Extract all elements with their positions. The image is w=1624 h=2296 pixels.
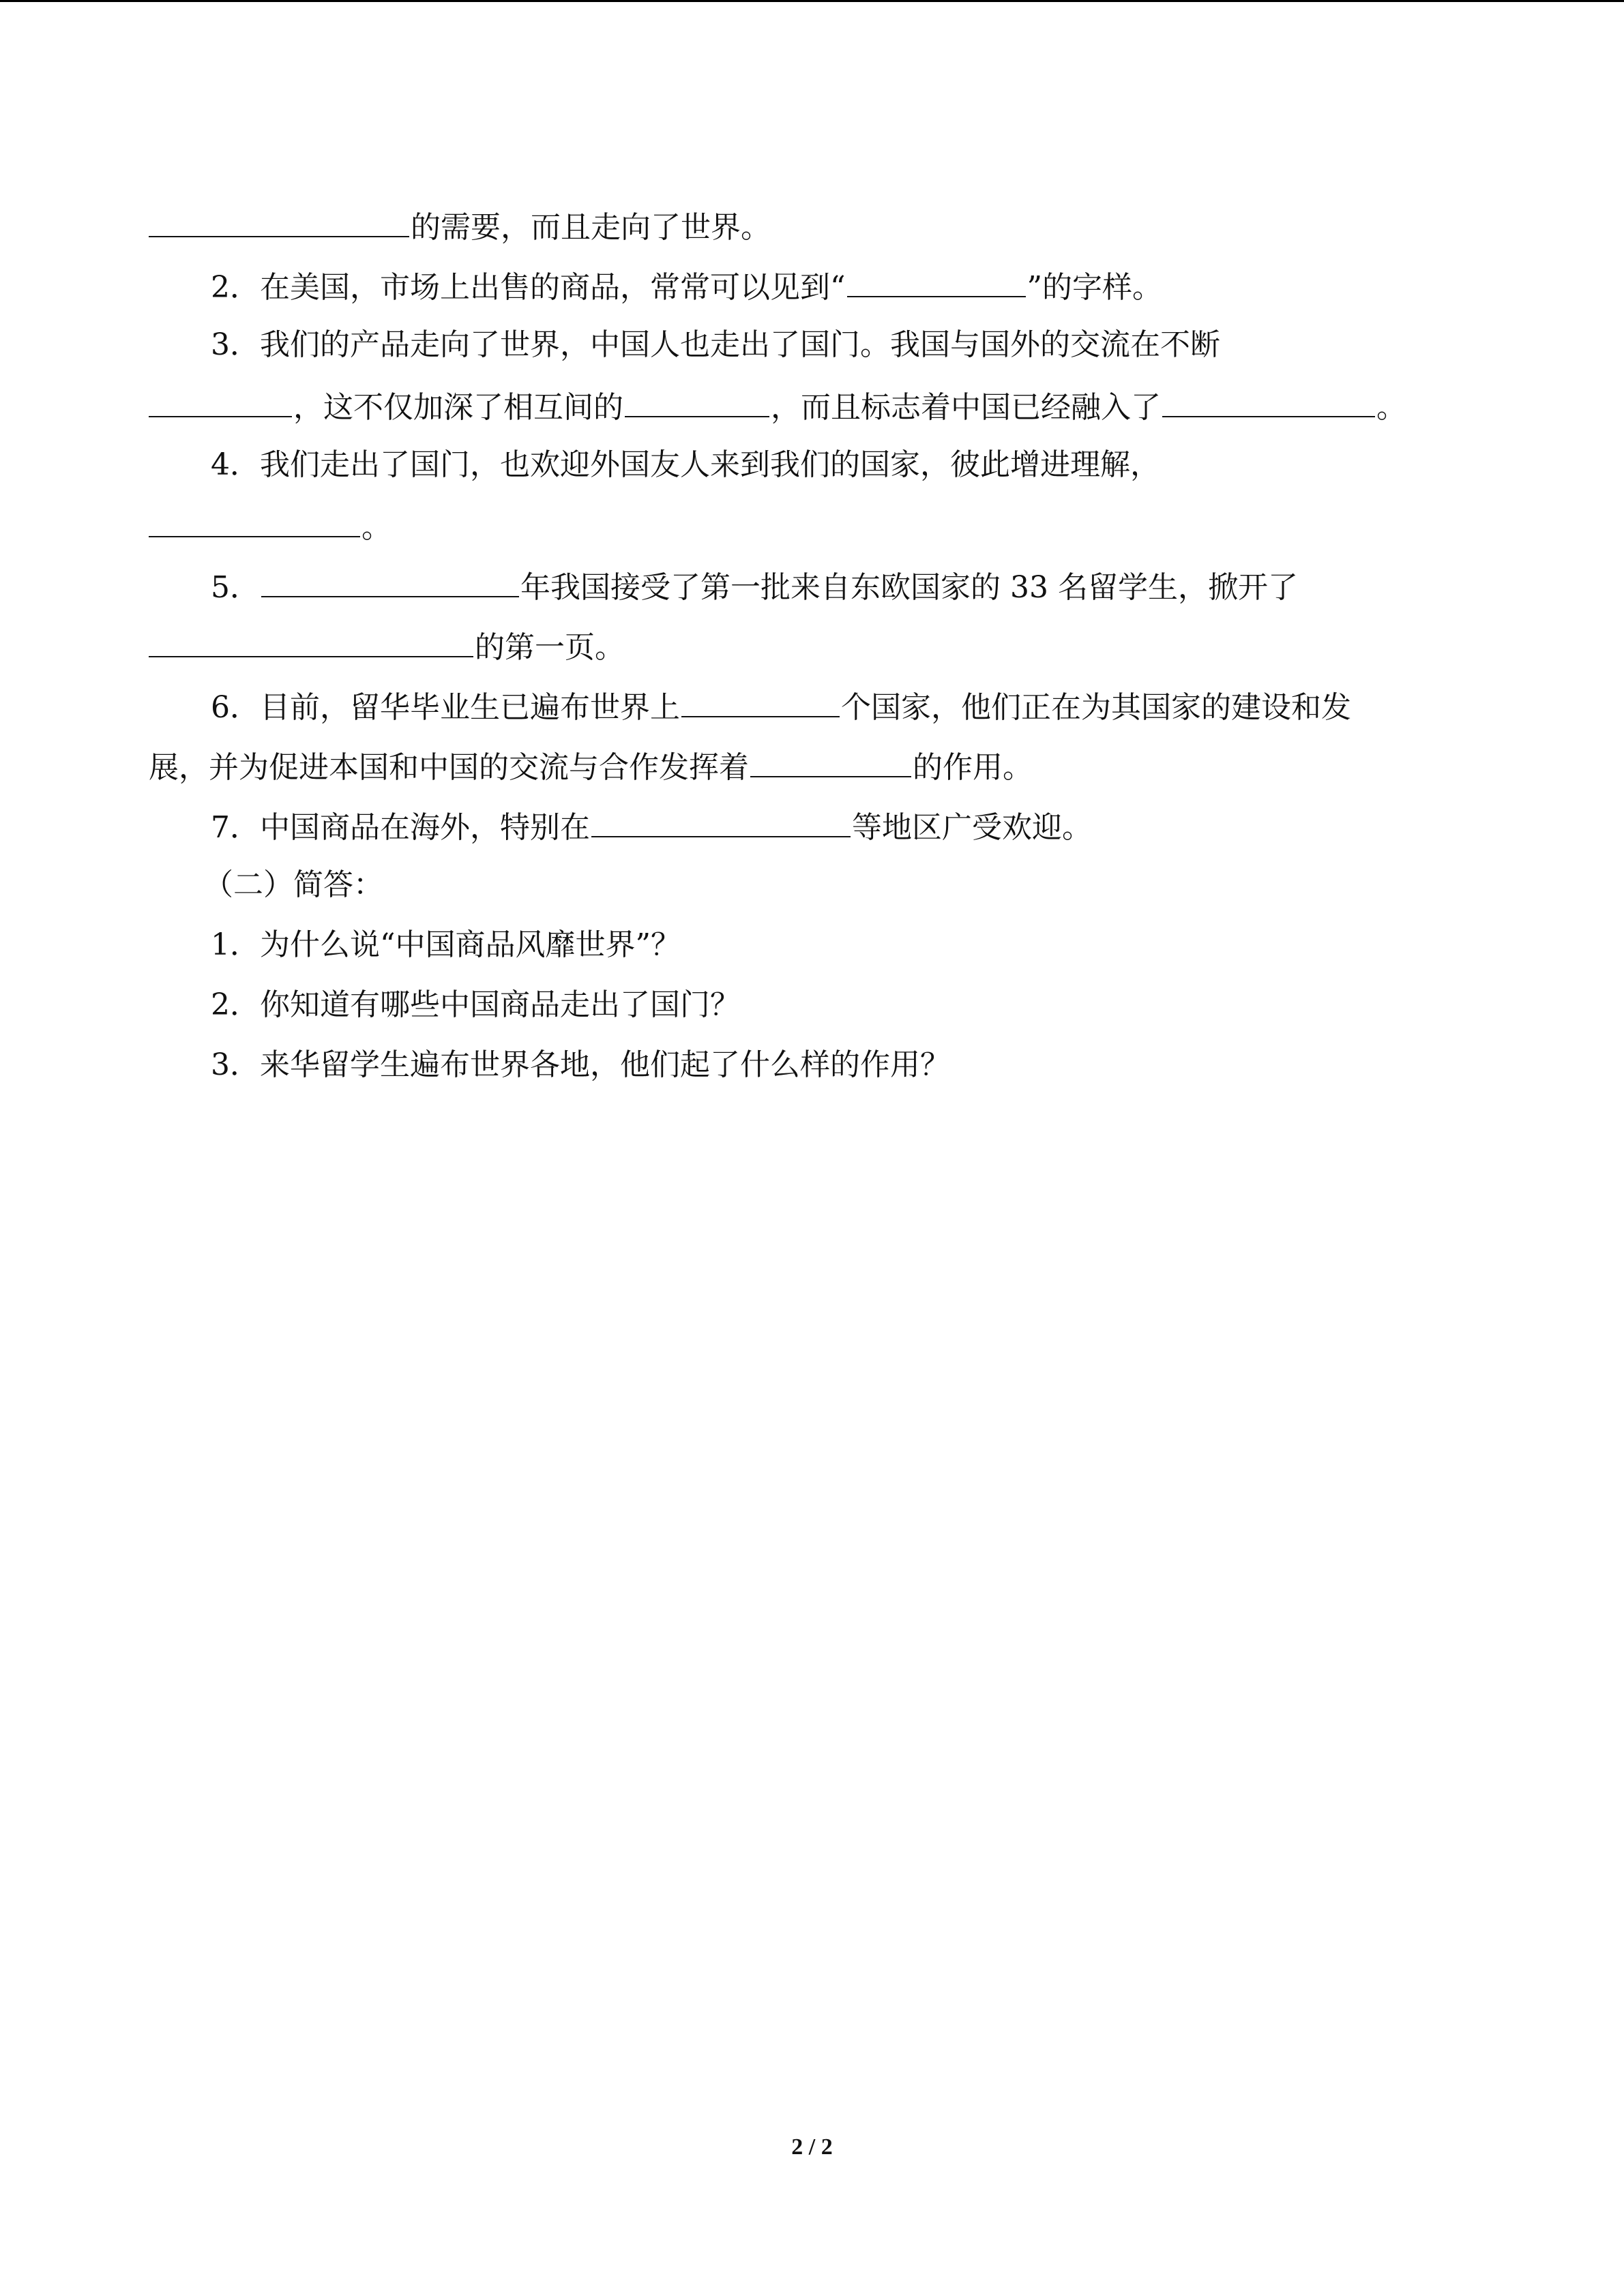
page-number: 2 / 2 bbox=[791, 2134, 833, 2160]
question-text: 。 bbox=[1376, 390, 1406, 425]
question-text: 我们走出了国门，也欢迎外国友人来到我们的国家，彼此增进理解， bbox=[260, 447, 1160, 482]
question-text: 为什么说“中国商品风靡世界”？ bbox=[260, 927, 681, 962]
question-number: 2． bbox=[211, 987, 260, 1022]
answer-blank[interactable] bbox=[750, 745, 911, 777]
question-3 bbox=[211, 325, 1220, 366]
question-text: ，这不仅加深了相互间的 bbox=[293, 390, 623, 425]
question-4-continued bbox=[149, 505, 392, 546]
section-title: （二）简答： bbox=[203, 867, 383, 902]
question-2 bbox=[211, 265, 1162, 305]
question-number: 3． bbox=[211, 327, 260, 362]
question-number: 6． bbox=[211, 690, 260, 725]
question-3-continued bbox=[149, 385, 1406, 426]
question-text: ”的字样。 bbox=[1027, 270, 1162, 305]
question-text: ，而且标志着中国已经融入了 bbox=[771, 390, 1161, 425]
question-number: 5． bbox=[211, 570, 260, 605]
answer-blank[interactable] bbox=[625, 385, 769, 417]
answer-blank[interactable] bbox=[149, 385, 292, 417]
answer-blank[interactable] bbox=[681, 685, 840, 717]
question-text: 来华留学生遍布世界各地，他们起了什么样的作用？ bbox=[260, 1047, 950, 1082]
question-7 bbox=[211, 805, 1092, 846]
question-text: 在美国，市场上出售的商品，常常可以见到“ bbox=[260, 270, 846, 305]
question-text: 的作用。 bbox=[913, 750, 1033, 785]
answer-blank[interactable] bbox=[149, 625, 473, 657]
question-number: 3． bbox=[211, 1047, 260, 1082]
question-text: 我们的产品走向了世界，中国人也走出了国门。我国与国外的交流在不断 bbox=[260, 327, 1220, 362]
question-text: 。 bbox=[361, 510, 392, 545]
question-text: 年我国接受了第一批来自东欧国家的 33 名留学生，掀开了 bbox=[520, 570, 1298, 605]
question-number: 1． bbox=[211, 927, 260, 962]
question-number: 4． bbox=[211, 447, 260, 482]
top-border bbox=[0, 0, 1624, 2]
question-text: 展，并为促进本国和中国的交流与合作发挥着 bbox=[149, 750, 749, 785]
question-6 bbox=[211, 685, 1351, 726]
question-text: 个国家，他们正在为其国家的建设和发 bbox=[841, 690, 1351, 725]
short-answer-1 bbox=[211, 925, 681, 966]
answer-blank[interactable] bbox=[847, 265, 1026, 297]
answer-blank[interactable] bbox=[149, 205, 409, 237]
question-text: 你知道有哪些中国商品走出了国门？ bbox=[260, 987, 740, 1022]
line-text: 的需要，而且走向了世界。 bbox=[411, 210, 771, 245]
short-answer-2 bbox=[211, 985, 740, 1026]
question-text: 中国商品在海外，特别在 bbox=[260, 810, 590, 845]
answer-blank[interactable] bbox=[591, 805, 851, 837]
text-line bbox=[149, 205, 771, 245]
question-5 bbox=[211, 565, 1298, 606]
question-text: 等地区广受欢迎。 bbox=[852, 810, 1092, 845]
question-5-continued bbox=[149, 625, 625, 666]
question-text: 目前，留华毕业生已遍布世界上 bbox=[260, 690, 680, 725]
question-number: 2． bbox=[211, 270, 260, 305]
short-answer-3 bbox=[211, 1045, 950, 1086]
question-6-continued bbox=[149, 745, 1033, 786]
section-heading bbox=[203, 865, 383, 906]
answer-blank[interactable] bbox=[149, 505, 360, 537]
question-number: 7． bbox=[211, 810, 260, 845]
answer-blank[interactable] bbox=[261, 565, 519, 597]
question-text: 的第一页。 bbox=[475, 630, 625, 665]
question-4 bbox=[211, 445, 1160, 486]
answer-blank[interactable] bbox=[1162, 385, 1375, 417]
